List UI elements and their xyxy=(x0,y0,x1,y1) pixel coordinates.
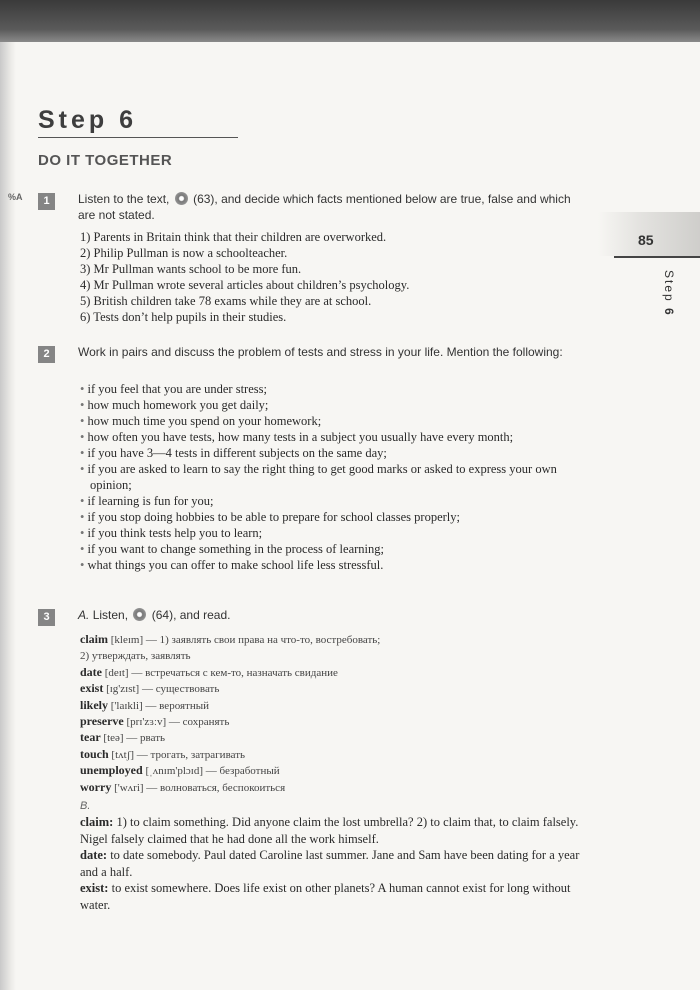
usage-entry xyxy=(80,847,592,880)
list-item: • if you have 3—4 tests in different subjects on the same day; xyxy=(80,445,595,461)
vocabulary-list xyxy=(80,631,595,795)
vocab-word: date xyxy=(80,664,102,679)
part-b-text xyxy=(80,814,592,913)
vocab-translation: [deɪt] — встречаться с кем-то, назначать свидание xyxy=(102,666,338,679)
vocab-word: worry xyxy=(80,779,112,794)
list-item: • if you want to change something in the process of learning; xyxy=(80,541,595,557)
vocab-word: unemployed xyxy=(80,763,143,778)
page-number: 85 xyxy=(638,232,654,248)
section-heading: DO IT TOGETHER xyxy=(38,152,173,169)
vocab-entry xyxy=(80,631,595,647)
exercise-number-2: 2 xyxy=(38,346,55,363)
part-a-label: A. xyxy=(78,608,90,622)
vocab-translation: ['laɪkli] — вероятный xyxy=(108,699,210,712)
list-item: 6) Tests don’t help pupils in their studies. xyxy=(80,310,287,324)
exercise-2-list xyxy=(80,381,595,573)
vocab-entry xyxy=(80,697,595,713)
page-title: Step 6 xyxy=(38,106,138,134)
vocab-word: claim xyxy=(80,632,108,646)
exercise-2-instruction: Work in pairs and discuss the problem of tests and stress in your life. Mention the following: xyxy=(78,345,563,359)
list-item: 1) Parents in Britain think that their children are overworked. xyxy=(80,230,387,244)
usage-entry xyxy=(80,880,592,913)
vocab-entry xyxy=(80,746,595,762)
top-banner xyxy=(0,0,700,42)
list-item: 5) British children take 78 exams while they are at school. xyxy=(80,294,372,308)
title-underline xyxy=(38,137,238,138)
vocab-translation: [ɪg'zɪst] — существовать xyxy=(103,683,220,696)
cd-icon xyxy=(133,608,146,621)
exercise-1-instruction xyxy=(78,191,590,223)
usage-text: to date somebody. Paul dated Caroline last summer. Jane and Sam have been dating for a year and a half. xyxy=(80,848,580,879)
instruction-text: (64), and read. xyxy=(151,608,231,622)
vocab-word: preserve xyxy=(80,713,124,728)
side-step-word: Step xyxy=(662,270,676,303)
page-tab-rule xyxy=(614,256,700,258)
list-item: • if you think tests help you to learn; xyxy=(80,525,595,541)
vocab-word: exist xyxy=(80,681,104,696)
exercise-number-3: 3 xyxy=(38,609,55,626)
vocab-translation: 2) утверждать, заявлять xyxy=(80,650,191,663)
vocab-word: likely xyxy=(80,697,109,712)
vocab-entry xyxy=(80,779,595,795)
list-item: 4) Mr Pullman wrote several articles about children’s psychology. xyxy=(80,278,410,292)
exercise-number-1: 1 xyxy=(38,193,55,210)
vocab-entry xyxy=(80,729,595,745)
vocab-word: touch xyxy=(80,746,109,761)
vocab-word: tear xyxy=(80,730,101,745)
binding-shadow xyxy=(0,42,16,990)
list-item: • what things you can offer to make school life less stressful. xyxy=(80,557,595,573)
side-step-number: 6 xyxy=(662,308,676,317)
pair-work-icon: %A xyxy=(8,192,23,202)
list-item: • how much time you spend on your homework; xyxy=(80,413,595,429)
list-item: • if you stop doing hobbies to be able to prepare for school classes properly; xyxy=(80,509,595,525)
instruction-text: Listen, xyxy=(92,608,129,622)
instruction-text: Listen to the text, xyxy=(78,192,170,206)
usage-word: exist: xyxy=(80,881,109,895)
list-item: • if you are asked to learn to say the right thing to get good marks or asked to express your own opinion; xyxy=(80,461,595,493)
vocab-translation: [kleɪm] — 1) заявлять свои права на что-то, востребовать; xyxy=(108,634,381,646)
vocab-entry xyxy=(80,713,595,729)
usage-entry xyxy=(80,814,592,847)
list-item: • if you feel that you are under stress; xyxy=(80,381,595,397)
list-item: • if learning is fun for you; xyxy=(80,493,595,509)
cd-icon xyxy=(175,192,188,205)
vocab-entry xyxy=(80,664,595,680)
exercise-3a-instruction xyxy=(78,607,590,623)
list-item: • how often you have tests, how many tests in a subject you usually have every month; xyxy=(80,429,595,445)
usage-text: to exist somewhere. Does life exist on other planets? A human cannot exist for long without water. xyxy=(80,881,571,912)
part-b-label: B. xyxy=(80,800,91,812)
exercise-1-list xyxy=(80,229,595,325)
vocab-translation: [teə] — рвать xyxy=(100,732,166,745)
vocab-translation: ['wʌri] — волноваться, беспокоиться xyxy=(111,781,286,794)
usage-word: claim: xyxy=(80,815,114,829)
vocab-translation: [ˌʌnɪm'plɔɪd] — безработный xyxy=(142,765,280,778)
vocab-translation: [prɪ'zɜːv] — сохранять xyxy=(123,715,230,728)
usage-word: date: xyxy=(80,848,108,862)
usage-text: 1) to claim something. Did anyone claim the lost umbrella? 2) to claim that, to claim falsely. Nigel falsely claimed that he had done all the work himself. xyxy=(80,815,579,846)
vocab-entry xyxy=(80,680,595,696)
list-item: • how much homework you get daily; xyxy=(80,397,595,413)
list-item: 2) Philip Pullman is now a schoolteacher. xyxy=(80,246,288,260)
vocab-entry xyxy=(80,647,595,663)
vocab-translation: [tʌtʃ] — трогать, затрагивать xyxy=(108,748,246,761)
list-item: 3) Mr Pullman wants school to be more fun. xyxy=(80,262,302,276)
side-step-label xyxy=(662,270,676,317)
vocab-entry xyxy=(80,762,595,778)
instruction-text: (63), and decide which facts mentioned below are true, false and which are not stated. xyxy=(78,192,571,222)
